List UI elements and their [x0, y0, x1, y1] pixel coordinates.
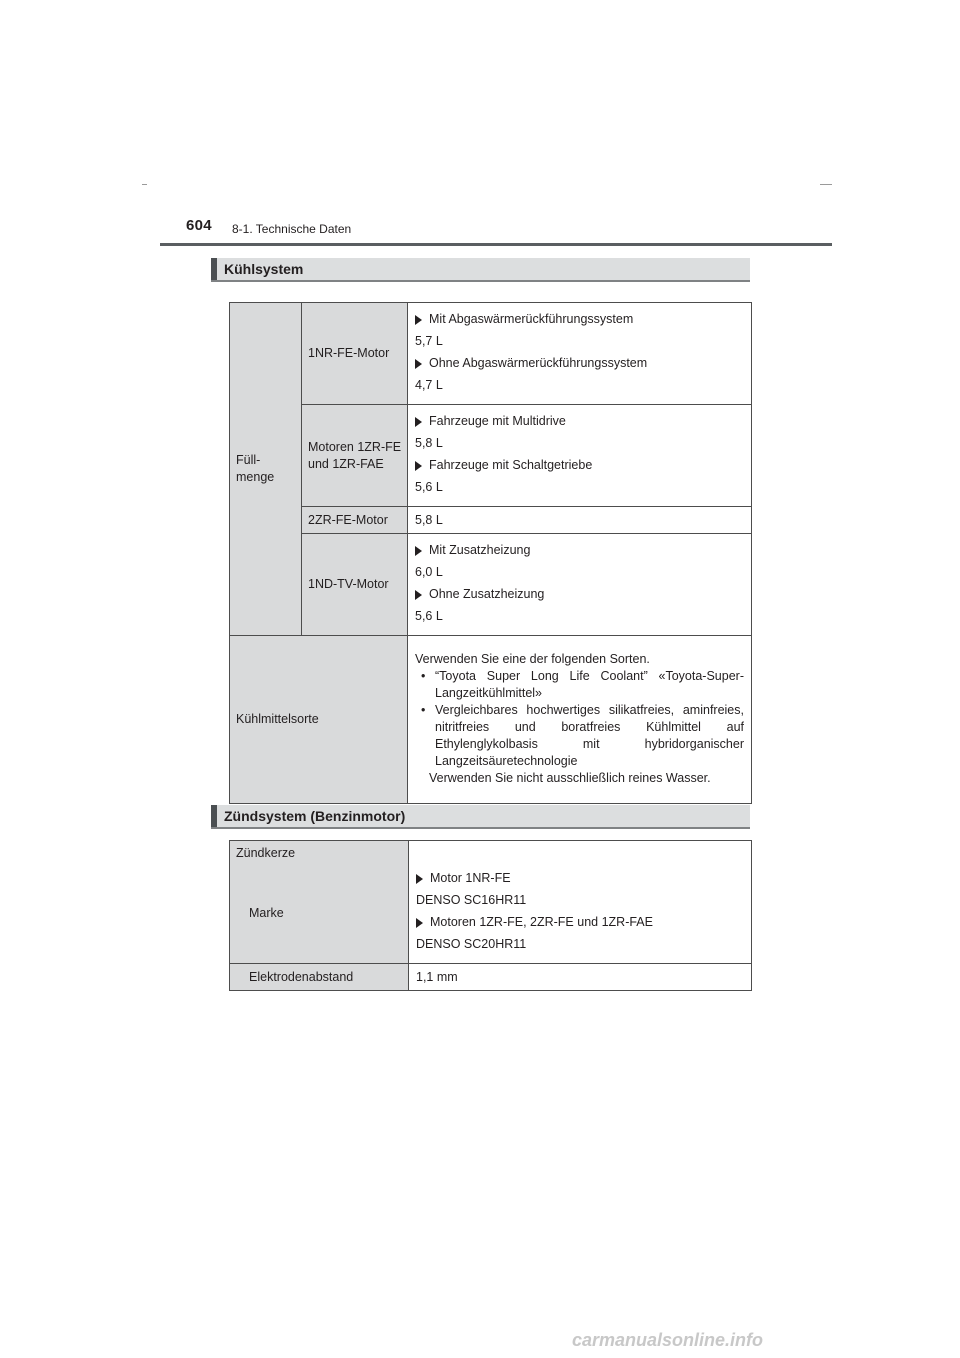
triangle-bullet-icon: [415, 546, 422, 556]
triangle-bullet-icon: [415, 417, 422, 427]
brand-values: [409, 841, 752, 964]
list-item: Mit Abgaswärmerückführungssystem: [415, 311, 744, 328]
fill-quantity-label: Füll- menge: [230, 303, 302, 636]
capacity-value: 6,0 L: [415, 565, 443, 579]
electrode-gap-value: 1,1 mm: [409, 964, 752, 991]
triangle-bullet-icon: [415, 315, 422, 325]
table-row: [230, 507, 752, 534]
list-item: Motoren 1ZR-FE, 2ZR-FE und 1ZR-FAE: [416, 914, 744, 931]
watermark: carmanualsonline.info: [572, 1330, 764, 1350]
list-item: • Vergleichbares hochwertiges silikatfreies, aminfreies, nitritfreies und boratfreies Kühlmittel auf Ethylenglykolbasis mit hybridorganischer Langzeitsäuretechnologie: [421, 702, 744, 770]
section-title: Kühlsystem: [224, 261, 304, 277]
table-row: [230, 534, 752, 636]
section-title: Zündsystem (Benzinmotor): [224, 808, 406, 824]
list-item: Ohne Zusatzheizung: [415, 586, 744, 603]
list-item: Motor 1NR-FE: [416, 870, 744, 887]
capacity-value: 5,6 L: [415, 480, 443, 494]
triangle-bullet-icon: [416, 918, 423, 928]
electrode-gap-label: Elektrodenabstand: [230, 964, 409, 991]
engine-label: 1ND-TV-Motor: [302, 534, 408, 636]
table-row: [230, 964, 752, 991]
table-row: [230, 636, 752, 804]
engine-label: Motoren 1ZR-FE und 1ZR-FAE: [302, 405, 408, 507]
table-row: [230, 405, 752, 507]
coolant-list: [415, 668, 744, 770]
section-header-ignition: [211, 805, 750, 829]
coolant-note: Verwenden Sie nicht ausschließlich reines Wasser.: [429, 770, 711, 785]
crop-mark-left: [142, 184, 147, 185]
page-number: 604: [186, 217, 212, 234]
chapter-title: 8-1. Technische Daten: [232, 222, 352, 236]
brand-label: Marke: [249, 906, 284, 920]
list-item: Mit Zusatzheizung: [415, 542, 744, 559]
engine-label: 1NR-FE-Motor: [302, 303, 408, 405]
capacity-value: 5,8 L: [415, 436, 443, 450]
header-rule: [160, 243, 832, 246]
table-row: [230, 841, 752, 964]
brand-value: DENSO SC16HR11: [416, 893, 527, 907]
engine-values: [408, 405, 752, 507]
coolant-intro: Verwenden Sie eine der folgenden Sorten.: [415, 651, 650, 666]
triangle-bullet-icon: [415, 359, 422, 369]
crop-mark-right: [820, 184, 832, 185]
triangle-bullet-icon: [415, 461, 422, 471]
capacity-value: 5,8 L: [408, 507, 752, 534]
coolant-type-value: [408, 636, 752, 804]
ignition-table: [229, 840, 752, 991]
coolant-type-label: Kühlmittelsorte: [230, 636, 408, 804]
section-header-cooling: [211, 258, 750, 282]
capacity-value: 4,7 L: [415, 378, 443, 392]
spark-plug-cell: [230, 841, 409, 964]
list-item: Ohne Abgaswärmerückführungssystem: [415, 355, 744, 372]
table-row: [230, 303, 752, 405]
spark-plug-label: Zündkerze: [236, 846, 296, 860]
capacity-value: 5,7 L: [415, 334, 443, 348]
engine-label: 2ZR-FE-Motor: [302, 507, 408, 534]
list-item: Fahrzeuge mit Schaltgetriebe: [415, 457, 744, 474]
triangle-bullet-icon: [416, 874, 423, 884]
list-item: • “Toyota Super Long Life Coolant” «Toyota-Super-Langzeitkühlmittel»: [421, 668, 744, 702]
cooling-table: [229, 302, 752, 804]
triangle-bullet-icon: [415, 590, 422, 600]
list-item: Fahrzeuge mit Multidrive: [415, 413, 744, 430]
engine-values: [408, 534, 752, 636]
brand-value: DENSO SC20HR11: [416, 937, 527, 951]
engine-values: [408, 303, 752, 405]
capacity-value: 5,6 L: [415, 609, 443, 623]
